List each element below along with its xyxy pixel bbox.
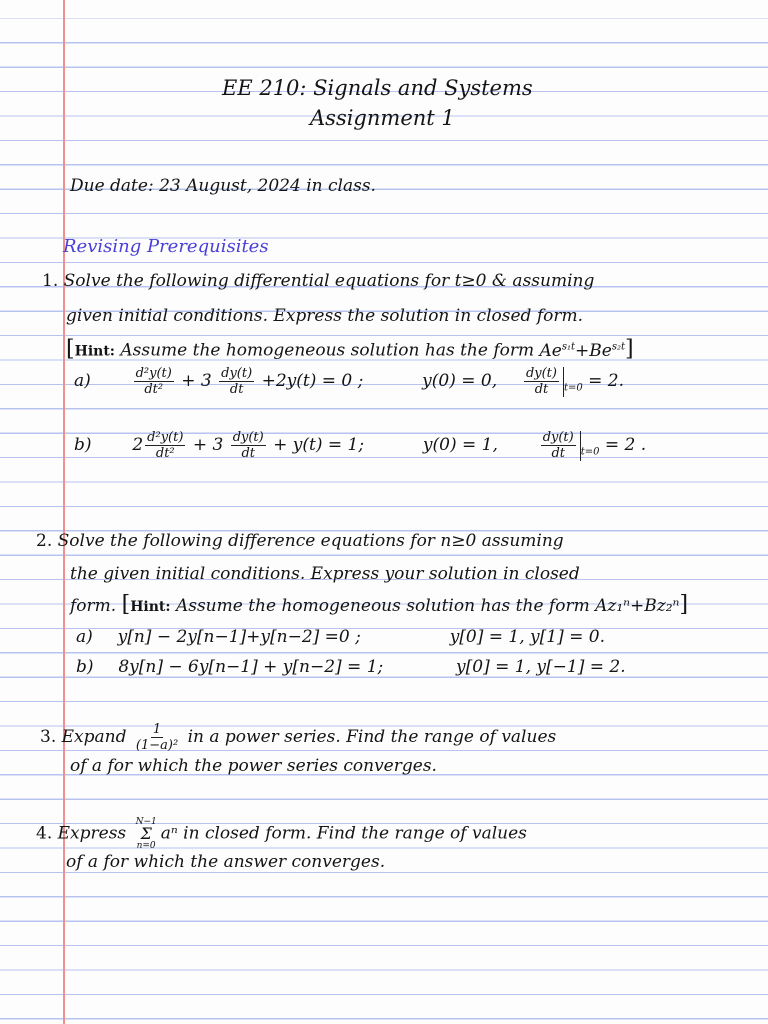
q1-number: 1. (42, 271, 59, 291)
q4-number: 4. (36, 823, 53, 844)
due-date: Due date: 23 August, 2024 in class. (70, 176, 376, 196)
q1-text-1: Solve the following differential equations for t≥0 & assuming (63, 271, 595, 291)
section-heading: Revising Prerequisites (63, 236, 269, 257)
q2-hint: form. [Hint: Assume the homogeneous solution has the form Az₁ⁿ+Bz₂ⁿ] (70, 592, 689, 617)
q2-part-b: b) 8y[n] − 6y[n−1] + y[n−2] = 1; y[0] = 1, y[−1] = 2. (76, 657, 626, 677)
q3-line-2: of a for which the power series converges. (70, 756, 437, 776)
q1-part-b-label: b) (74, 435, 92, 455)
title-line-2: Assignment 1 (310, 106, 455, 130)
q4-line-2: of a for which the answer converges. (66, 852, 386, 872)
q4-line-1: 4. Express N−1 Σ n=0 aⁿ in closed form. Find the range of values (36, 817, 527, 851)
q2-line-1 (36, 530, 564, 552)
q1-line-1 (42, 270, 594, 292)
q2-hint-label: Hint: (130, 599, 171, 615)
page-margin-line (63, 0, 65, 1024)
q2-hint-text: Assume the homogeneous solution has the form (175, 596, 590, 616)
q4-summation: N−1 Σ n=0 (135, 817, 157, 851)
title-line-1: EE 210: Signals and Systems (222, 76, 533, 100)
q1b-frac-1: $\frac{\text{d²y(t)}}{\text{dt²}}$ (147, 430, 184, 461)
q1-hint-text: Assume the homogeneous solution has the form (120, 340, 535, 361)
q2-number: 2. (36, 531, 53, 551)
q3-line-1: 3. Expand $\frac{1}{\text{(1−a)²}}$ in a power series. Find the range of values (40, 722, 557, 753)
q3-fraction: $\frac{1}{\text{(1−a)²}}$ (135, 722, 179, 753)
q2-line-2: the given initial conditions. Express your solution in closed (70, 564, 580, 584)
q2-part-a: a) y[n] − 2y[n−1]+y[n−2] =0 ; y[0] = 1, y[1] = 0. (76, 627, 606, 647)
q1-hint: [Hint: Assume the homogeneous solution has the form $Ae^{s_1t}+Be^{s_2t}$] (66, 336, 634, 362)
q1-hint-label: Hint: (74, 343, 115, 360)
q1a-ic-frac: $\frac{dy(t)}{dt}$ (525, 366, 557, 397)
q1-part-a: a) $\frac{\text{d²y(t)}}{\text{dt²}}$ + 3 $\frac{dy(t)}{dt}$ +2y(t) = 0 ; y(0) = 0, $\frac{dy(t)}{dt}$ $_{t=0}$ = 2. (74, 366, 625, 397)
q1a-frac-1: $\frac{\text{d²y(t)}}{\text{dt²}}$ (135, 366, 172, 397)
q3-number: 3. (40, 727, 57, 747)
q1b-ic-frac: $\frac{dy(t)}{dt}$ (542, 430, 574, 461)
q1-hint-form: $Ae^{s_1t}+Be^{s_2t}$ (539, 340, 626, 361)
q1-part-a-label: a) (74, 371, 91, 391)
q1-part-b: b) 2 $\frac{\text{d²y(t)}}{\text{dt²}}$ + 3 $\frac{dy(t)}{dt}$ + y(t) = 1; y(0) = 1, $\frac{dy(t)}{dt}$ $_{t=0}$ = 2 . (74, 430, 647, 461)
q2-hint-form: Az₁ⁿ+Bz₂ⁿ (595, 596, 680, 616)
q2-text-1: Solve the following difference equations for n≥0 assuming (57, 531, 564, 551)
q1b-frac-2: $\frac{dy(t)}{dt}$ (232, 430, 264, 461)
q1a-frac-2: $\frac{dy(t)}{dt}$ (221, 366, 253, 397)
q1-line-2: given initial conditions. Express the solution in closed form. (66, 306, 584, 326)
